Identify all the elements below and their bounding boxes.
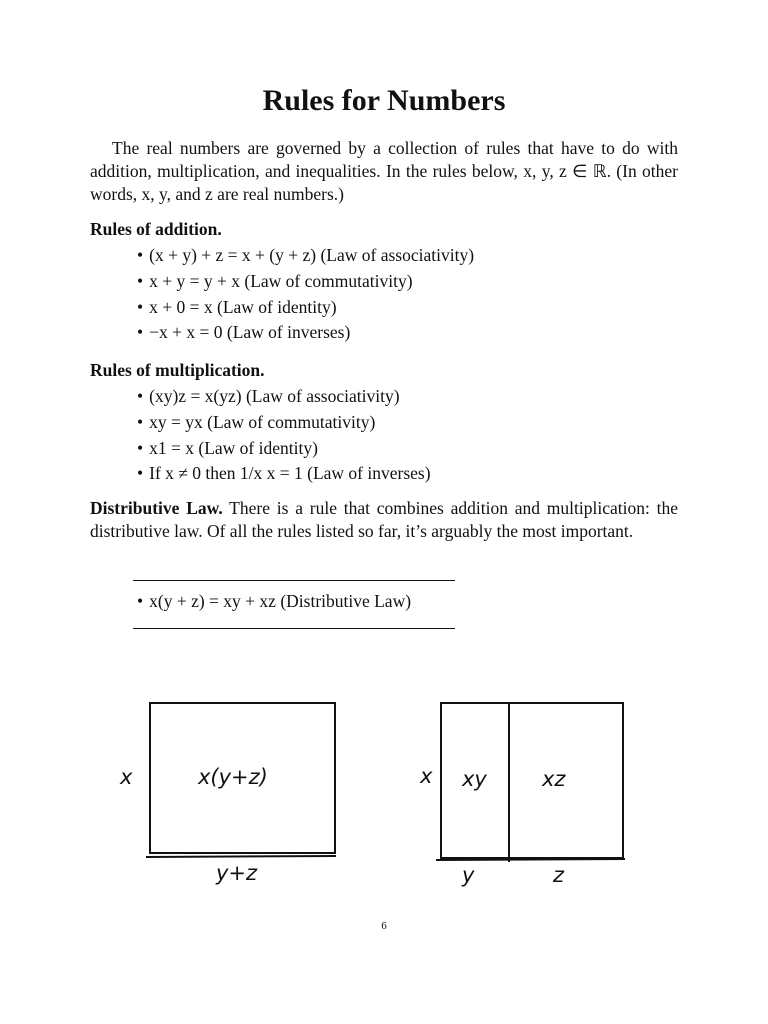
right-area-diagram (419, 703, 625, 887)
list-item: • If x ≠ 0 then 1/x x = 1 (Law of inverses) (137, 461, 431, 487)
distributive-text: There is a rule that combines addition and multiplication: the distributive law. Of all the rules listed so far, it’s arguably the most important. (90, 498, 678, 541)
page-title: Rules for Numbers (262, 84, 506, 117)
right-side-label: x (420, 764, 433, 788)
distributive-law-boxed: • x(y + z) = xy + xz (Distributive Law) (137, 591, 411, 612)
left-inside-label: x(y+z) (198, 765, 268, 789)
right-left-inside-label: xy (462, 767, 487, 791)
list-item: • x + 0 = x (Law of identity) (137, 295, 474, 321)
right-base-line (436, 859, 625, 860)
left-bottom-label: y+z (216, 861, 258, 885)
distributive-heading: Distributive Law. (90, 498, 223, 518)
right-right-inside-label: xz (542, 767, 566, 791)
intro-paragraph: The real numbers are governed by a collection of rules that have to do with addition, multiplication, and inequalities. In the rules below, x, y, z ∈ ℝ. (In other words, x, y, and z are real numbers.) (90, 138, 678, 204)
list-item: • (x + y) + z = x + (y + z) (Law of associativity) (137, 243, 474, 269)
multiplication-heading: Rules of multiplication. (90, 360, 265, 380)
list-item: • (xy)z = x(yz) (Law of associativity) (137, 384, 431, 410)
list-item: • xy = yx (Law of commutativity) (137, 410, 431, 436)
left-side-label: x (120, 765, 133, 789)
list-item: • x + y = y + x (Law of commutativity) (137, 269, 474, 295)
list-item: • x1 = x (Law of identity) (137, 436, 431, 462)
list-item: • −x + x = 0 (Law of inverses) (137, 320, 474, 346)
left-base-line (146, 856, 336, 857)
addition-heading: Rules of addition. (90, 219, 222, 239)
page-number: 6 (381, 920, 387, 932)
left-area-diagram (119, 703, 336, 885)
right-bottom-left-label: y (462, 863, 475, 887)
right-bottom-right-label: z (553, 863, 565, 887)
